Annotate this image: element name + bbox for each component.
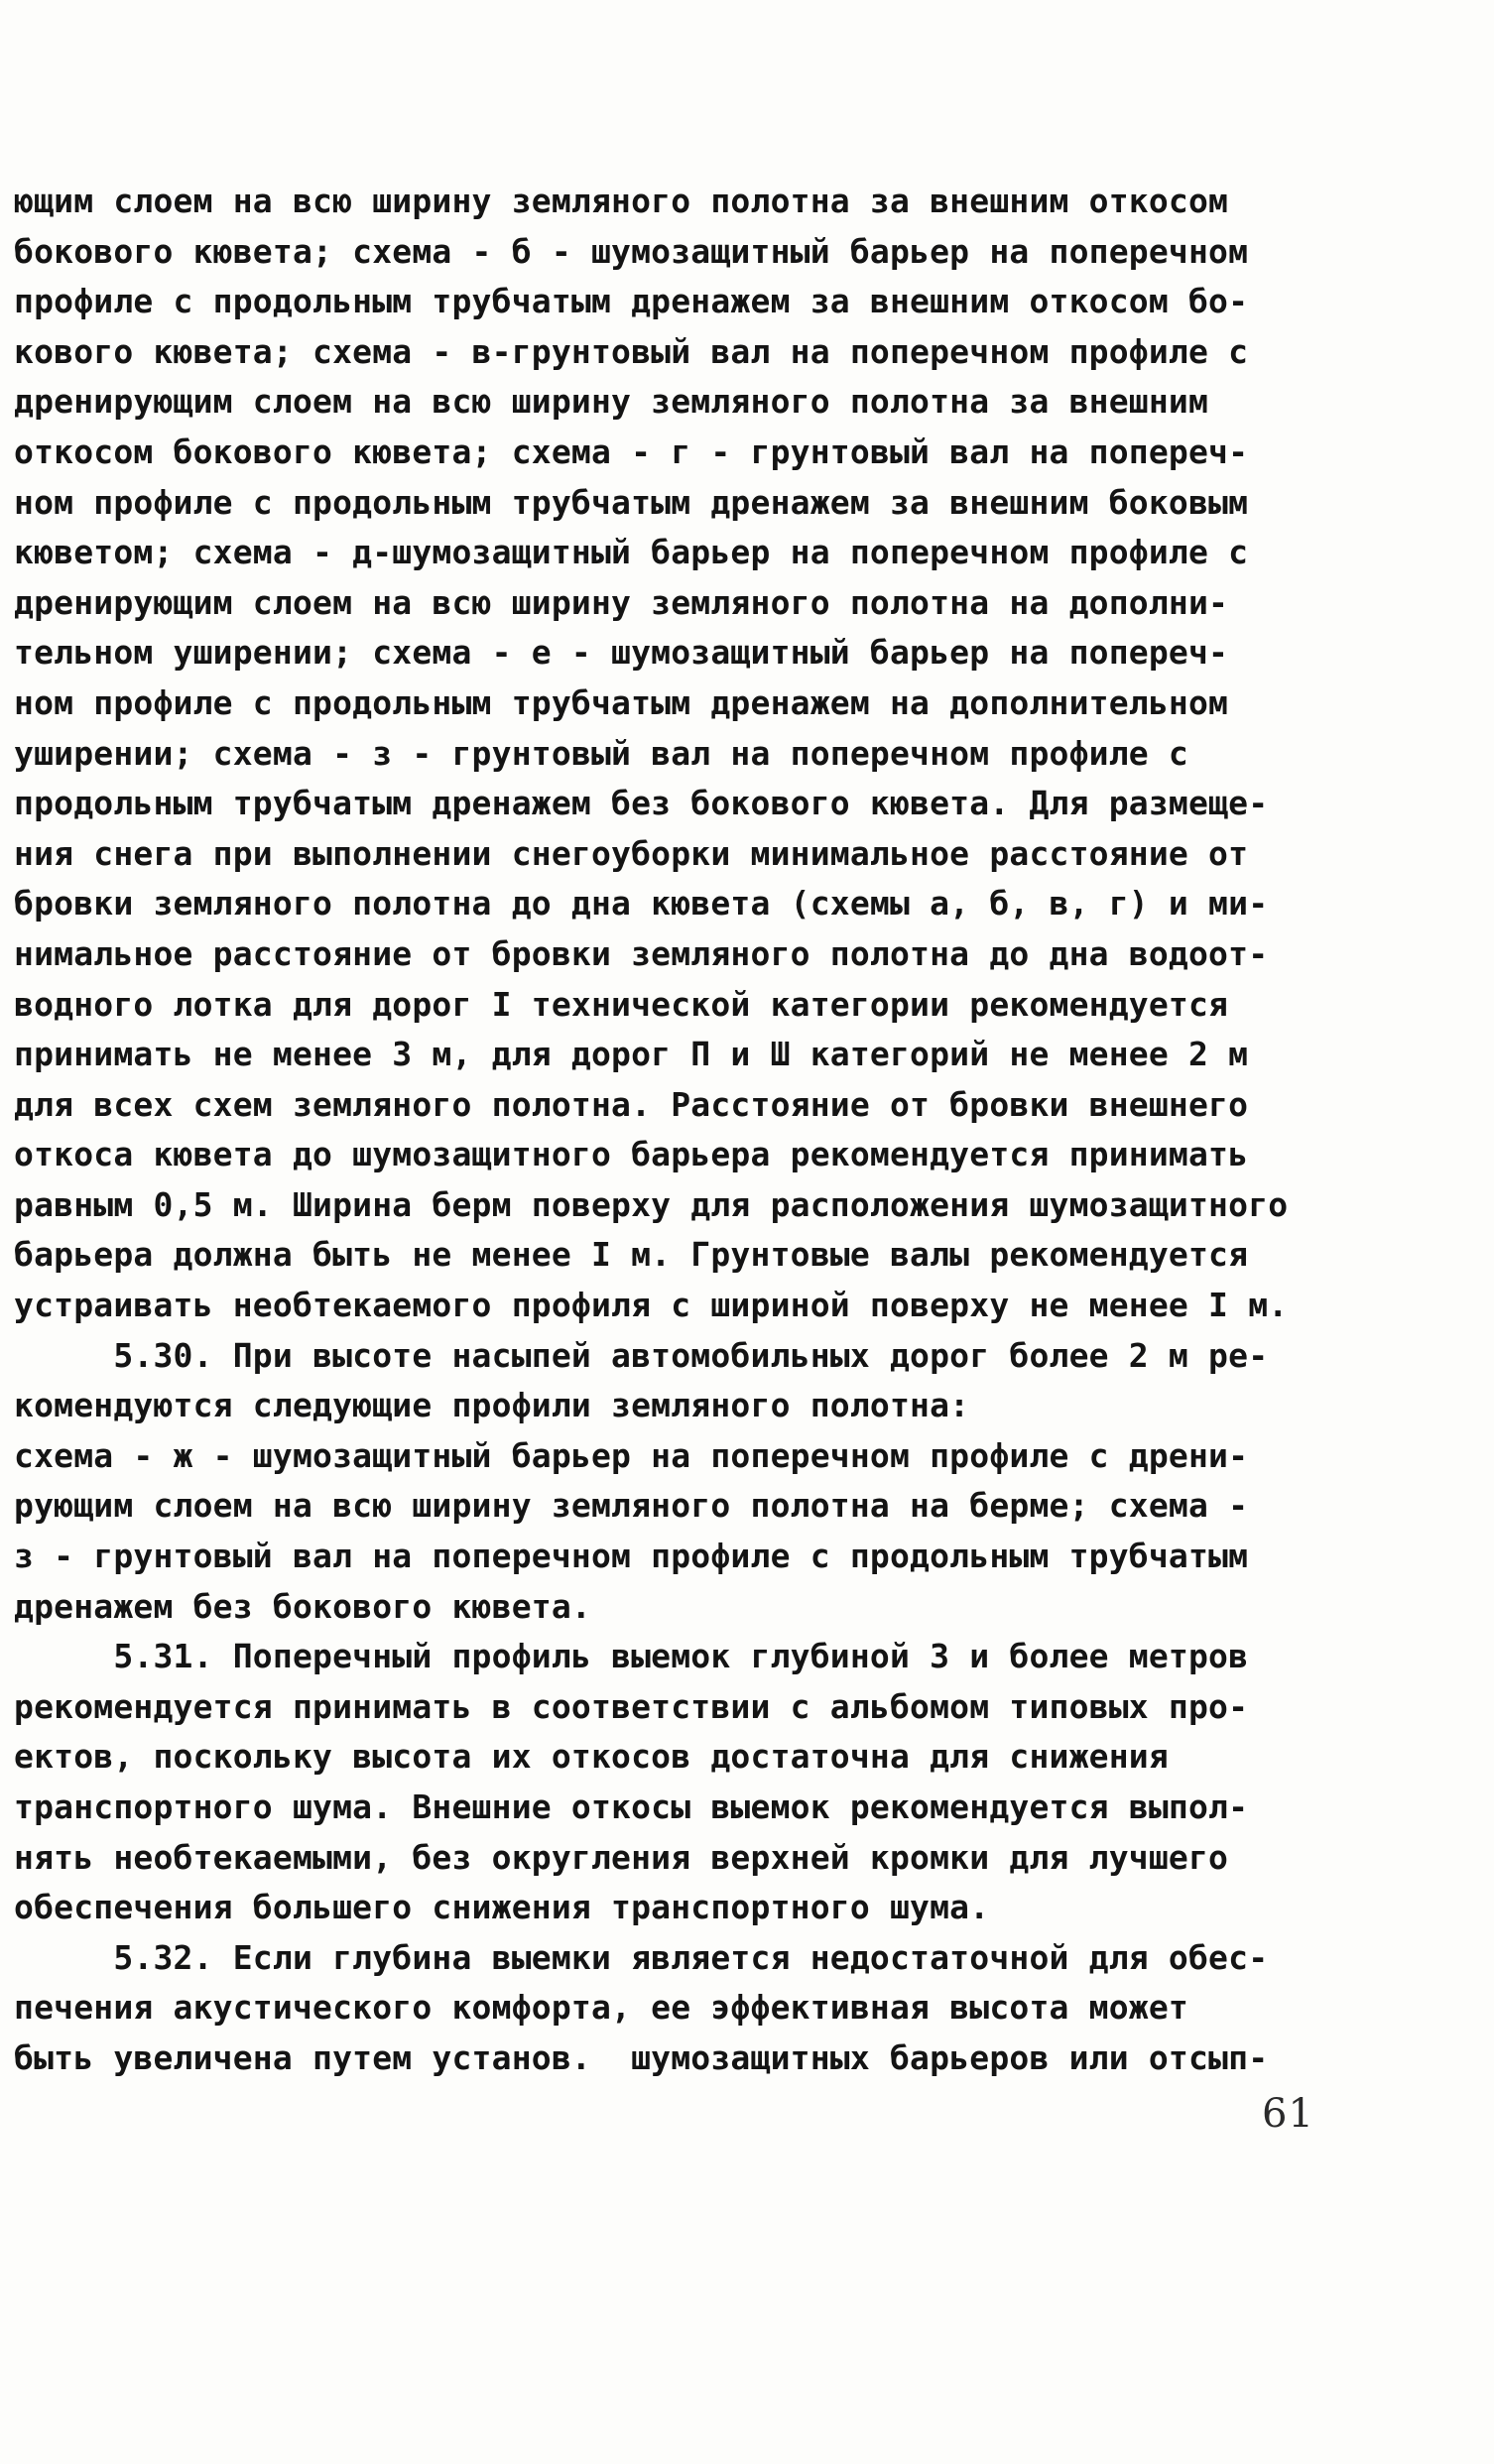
- text-line: кового кювета; схема - в-грунтовый вал на поперечном профиле с: [14, 331, 1249, 371]
- text-line: ном профиле с продольным трубчатым дренажем на дополнительном: [14, 682, 1229, 722]
- paragraph-start-5-30: 5.30. При высоте насыпей автомобильных дорог более 2 м ре-: [14, 1335, 1269, 1375]
- text-line: рекомендуется принимать в соответствии с альбомом типовых про-: [14, 1686, 1249, 1726]
- text-line: откоса кювета до шумозащитного барьера рекомендуется принимать: [14, 1135, 1249, 1174]
- text-line: схема - ж - шумозащитный барьер на поперечном профиле с дрени-: [14, 1435, 1249, 1475]
- text-line: бровки земляного полотна до дна кювета (схемы а, б, в, г) и ми-: [14, 884, 1269, 924]
- text-line: уширении; схема - з - грунтовый вал на поперечном профиле с: [14, 733, 1188, 773]
- text-line: ном профиле с продольным трубчатым дренажем за внешним боковым: [14, 482, 1249, 522]
- text-line: равным 0,5 м. Ширина берм поверху для расположения шумозащитного: [14, 1184, 1289, 1224]
- text-line: тельном уширении; схема - е - шумозащитный барьер на попереч-: [14, 633, 1229, 673]
- text-line: устраивать необтекаемого профиля с шириной поверху не менее I м.: [14, 1286, 1289, 1325]
- page-number: 61: [1262, 2091, 1314, 2137]
- text-line: дренирующим слоем на всю ширину земляного полотна на дополни-: [14, 582, 1229, 622]
- text-line: печения акустического комфорта, ее эффективная высота может: [14, 1988, 1188, 2028]
- text-line: ектов, поскольку высота их откосов достаточна для снижения: [14, 1737, 1169, 1777]
- text-line: ния снега при выполнении снегоуборки минимальное расстояние от: [14, 833, 1249, 873]
- text-line: нимальное расстояние от бровки земляного полотна до дна водоот-: [14, 933, 1269, 973]
- text-line: нять необтекаемыми, без округления верхней кромки для лучшего: [14, 1837, 1229, 1877]
- text-line: принимать не менее 3 м, для дорог П и Ш категорий не менее 2 м: [14, 1035, 1249, 1074]
- text-line: обеспечения большего снижения транспортного шума.: [14, 1888, 990, 1927]
- text-line: дренажем без бокового кювета.: [14, 1586, 591, 1626]
- text-line: быть увеличена путем установ. шумозащитных барьеров или отсып-: [14, 2037, 1269, 2077]
- text-line: кюветом; схема - д-шумозащитный барьер на поперечном профиле с: [14, 533, 1249, 572]
- text-line: ющим слоем на всю ширину земляного полотна за внешним откосом: [14, 182, 1229, 220]
- body-text: [14, 177, 1343, 2084]
- text-line: продольным трубчатым дренажем без бокового кювета. Для размеще-: [14, 784, 1269, 823]
- paragraph-start-5-31: 5.31. Поперечный профиль выемок глубиной 3 и более метров: [14, 1637, 1249, 1676]
- text-line: откосом бокового кювета; схема - г - грунтовый вал на попереч-: [14, 431, 1249, 471]
- text-line: транспортного шума. Внешние откосы выемок рекомендуется выпол-: [14, 1787, 1249, 1826]
- paragraph-start-5-32: 5.32. Если глубина выемки является недостаточной для обес-: [14, 1937, 1269, 1977]
- text-line: дренирующим слоем на всю ширину земляного полотна за внешним: [14, 382, 1209, 422]
- text-line: профиле с продольным трубчатым дренажем за внешним откосом бо-: [14, 282, 1249, 321]
- text-line: з - грунтовый вал на поперечном профиле с продольным трубчатым: [14, 1537, 1249, 1576]
- text-line: комендуются следующие профили земляного полотна:: [14, 1386, 970, 1425]
- text-line: рующим слоем на всю ширину земляного полотна на берме; схема -: [14, 1486, 1249, 1526]
- text-line: бокового кювета; схема - б - шумозащитный барьер на поперечном: [14, 231, 1249, 271]
- text-line: для всех схем земляного полотна. Расстояние от бровки внешнего: [14, 1084, 1249, 1124]
- text-line: водного лотка для дорог I технической категории рекомендуется: [14, 984, 1229, 1024]
- text-line: барьера должна быть не менее I м. Грунтовые валы рекомендуется: [14, 1235, 1249, 1275]
